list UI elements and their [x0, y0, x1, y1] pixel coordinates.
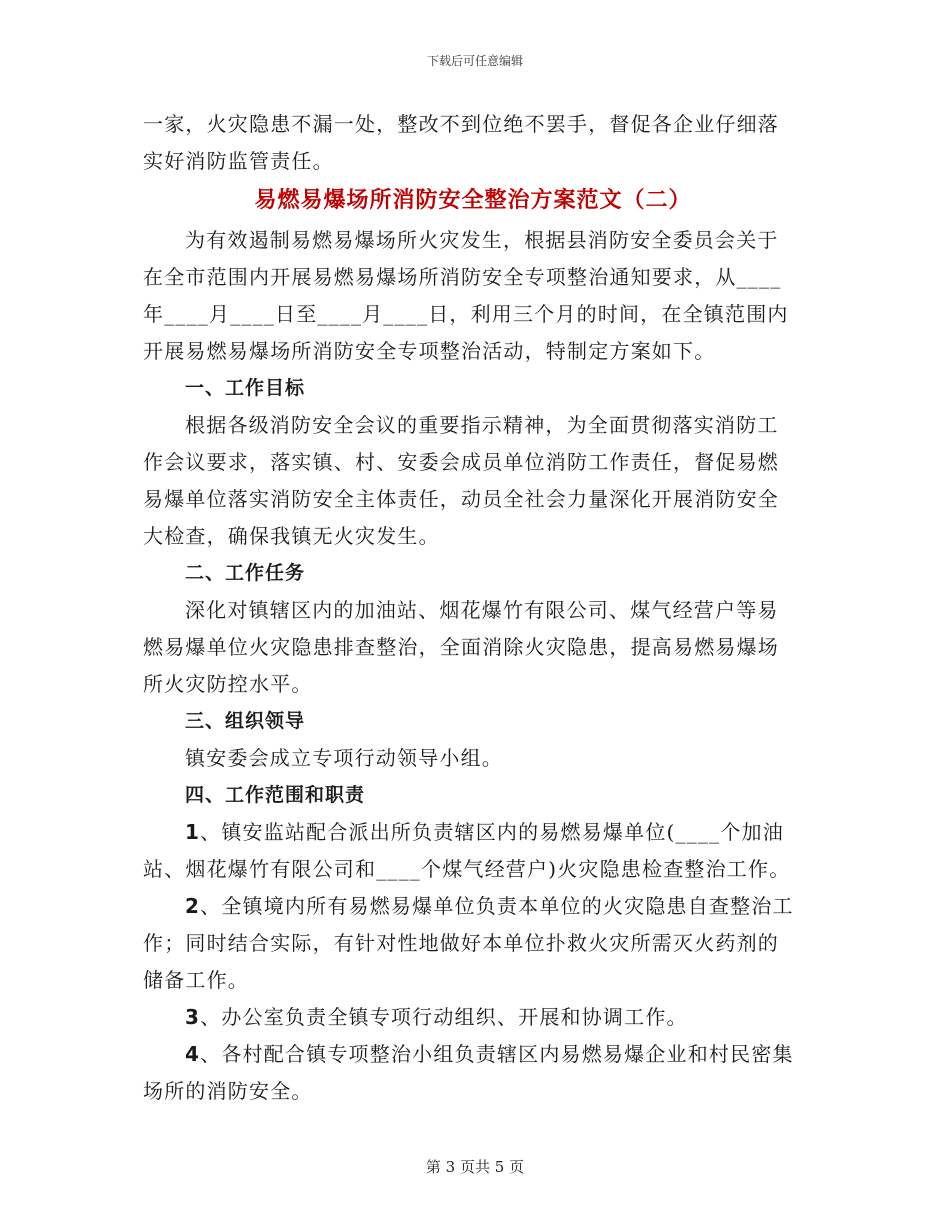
item-text: 、各村配合镇专项整治小组负责辖区内易燃易爆企业和村民密集 [200, 1042, 794, 1066]
item-text: 、办公室负责全镇专项行动组织、开展和协调工作。 [200, 1005, 688, 1029]
paragraph-line: 实好消防监管责任。 [143, 149, 334, 173]
item-text: 、全镇境内所有易燃易爆单位负责本单位的火灾隐患自查整治工 [200, 894, 794, 918]
paragraph-line: 所火灾防控水平。 [143, 672, 313, 696]
paragraph-line: 在全市范围内开展易燃易爆场所消防安全专项整治通知要求，从____ [143, 265, 782, 289]
item-number: 4 [185, 1042, 201, 1066]
document-body [143, 106, 803, 1110]
paragraph-line: 一家，火灾隐患不漏一处，整改不到位绝不罢手，督促各企业仔细落 [143, 112, 779, 136]
paragraph-line: 场所的消防安全。 [143, 1079, 313, 1103]
section-heading-organization: 三、组织领导 [185, 710, 306, 732]
paragraph-line: 大检查，确保我镇无火灾发生。 [143, 524, 440, 548]
paragraph-line: 站、烟花爆竹有限公司和____个煤气经营户)火灾隐患检查整治工作。 [143, 857, 791, 881]
page-footer: 第 3 页共 5 页 [425, 1158, 525, 1176]
list-item-3 [143, 999, 803, 1036]
paragraph-line: 开展易燃易爆场所消防安全专项整治活动，特制定方案如下。 [143, 339, 716, 363]
paragraph-line: 深化对镇辖区内的加油站、烟花爆竹有限公司、煤气经营户等易 [185, 598, 779, 622]
paragraph-line: 储备工作。 [143, 968, 249, 992]
page-header: 下载后可任意编辑 [426, 54, 523, 68]
paragraph-line: 燃易爆单位火灾隐患排查整治，全面消除火灾隐患，提高易燃易爆场 [143, 635, 779, 659]
section-heading-tasks: 二、工作任务 [185, 562, 306, 584]
list-item-2 [143, 888, 803, 925]
item-number: 1 [185, 820, 201, 844]
section-heading-scope: 四、工作范围和职责 [185, 784, 366, 806]
paragraph-line: 易爆单位落实消防安全主体责任，动员全社会力量深化开展消防安全 [143, 487, 779, 511]
paragraph-line: 镇安委会成立专项行动领导小组。 [185, 746, 503, 770]
item-number: 3 [185, 1005, 201, 1029]
list-item-1 [143, 814, 803, 851]
section-heading-goal: 一、工作目标 [185, 377, 306, 399]
document-title: 易燃易爆场所消防安全整治方案范文（二） [254, 188, 692, 213]
item-text: 、镇安监站配合派出所负责辖区内的易燃易爆单位(____个加油 [200, 820, 784, 844]
paragraph-line: 为有效遏制易燃易爆场所火灾发生，根据县消防安全委员会关于 [185, 228, 779, 252]
item-number: 2 [185, 894, 201, 918]
paragraph-line: 根据各级消防安全会议的重要指示精神，为全面贯彻落实消防工 [185, 413, 779, 437]
paragraph-line: 年____月____日至____月____日，利用三个月的时间，在全镇范围内 [143, 302, 789, 326]
paragraph-line: 作；同时结合实际，有针对性地做好本单位扑救火灾所需灭火药剂的 [143, 931, 779, 955]
list-item-4 [143, 1036, 803, 1073]
paragraph-line: 作会议要求，落实镇、村、安委会成员单位消防工作责任，督促易燃 [143, 450, 779, 474]
